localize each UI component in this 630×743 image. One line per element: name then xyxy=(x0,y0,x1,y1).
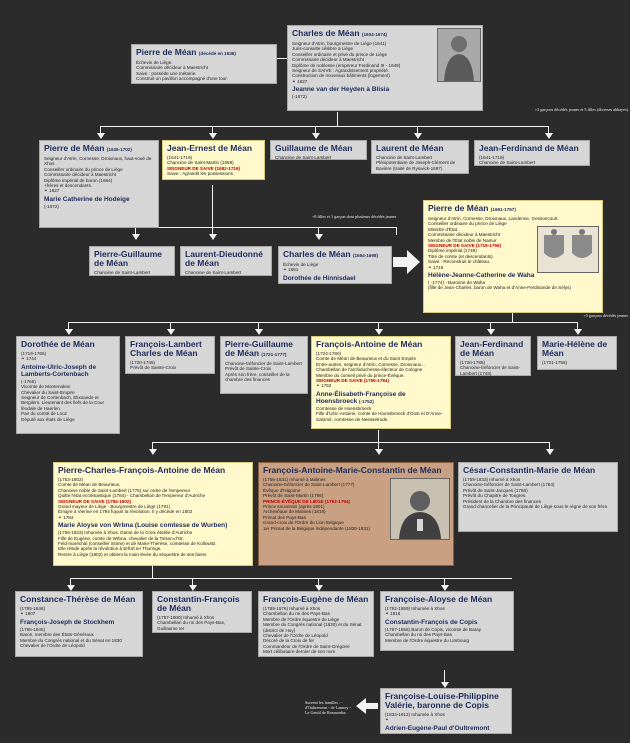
marriage-year: 1784 xyxy=(63,514,74,520)
person-name: Pierre de Méan xyxy=(428,203,489,213)
gen4-card xyxy=(125,336,215,374)
spouse-line: Membre du Congrès national et du Sénat en 1830 xyxy=(20,637,122,643)
person-line: Membre de l'Ordre équestre de Liège xyxy=(263,616,340,622)
person-dates: (1833-1912) Inhumée à Xhos xyxy=(385,712,445,717)
root-spouse: Jeanne van der Heyden à Blisia xyxy=(292,86,390,94)
person-dates: (1785-1846) xyxy=(20,606,46,611)
marriage-rings-icon: ⚭ xyxy=(58,514,62,520)
father-card xyxy=(131,44,277,84)
root-line: Conseiller ordinaire et privé du prince de Liège xyxy=(292,51,387,57)
person-name: Françoise-Aloyse de Méan xyxy=(385,594,493,604)
person-line: SEIGNEUR DE SAIVE (1756-1784) xyxy=(316,378,390,384)
person-line: Entre-autres, seigneur d'Atrin, Cornesse, Droixnaux... xyxy=(316,361,425,367)
person-name: Dorothée de Méan xyxy=(21,339,95,349)
person-dates: (1719-1766) xyxy=(21,351,47,356)
spouse-line: Fille de Eugène, comte de Wrbna, chevalier de la Toison-d'Or, xyxy=(58,535,184,541)
spouse-line: Rentre à Liège (1802) et obtient la main-levée du séquestre de ses biens xyxy=(58,551,207,557)
person-line xyxy=(21,356,115,361)
person-name: François-Antoine de Méan xyxy=(316,339,423,349)
person-line: SEIGNEUR DE SAIVE (1784-1802) xyxy=(58,498,132,504)
root-line: Commissaire décideur à Maestricht xyxy=(292,57,364,63)
person-line: Prévôt de Sainte-Croix xyxy=(130,365,177,371)
spouse-line: Feld-maréchal (conseiller intime) et de Marie-Thérèse, comtesse de Kollowitz. xyxy=(58,541,217,547)
father-name: Pierre de Méan xyxy=(136,47,197,57)
person-line: Échevin de Liège xyxy=(283,262,319,267)
marriage-year: 1807 xyxy=(25,611,36,617)
marriage-year: 1752 xyxy=(321,383,332,389)
marriage-rings-icon: ⚭ xyxy=(292,78,296,84)
spouse-name: Dorothée de Hinnisdael xyxy=(283,274,356,282)
person-line: Membre du Congrès national (1830) et du Sénat (district de Huy) xyxy=(263,622,362,633)
marriage-rings-icon: ⚭ xyxy=(283,267,287,273)
person-dates: (1691-1757) xyxy=(490,207,516,212)
spouse-name: Marie Catherine de Hodeige xyxy=(44,195,130,203)
person-line: Émigre à Vienne en 1794 fuyant la révolution. Il y décède en 1802 xyxy=(58,509,193,515)
person-line: Après son frère, conseiller de la chambre des finances xyxy=(225,371,290,383)
person-line: Chambellan du roi des Pays-Bas xyxy=(263,611,330,617)
person-name: Pierre de Méan xyxy=(44,143,105,153)
spouse-name: Marie Aloyse von Wrbna (Louise comtesse de Wurben) xyxy=(58,522,228,530)
person-line: Plénipotentiaire de Joseph-Clément de Bavière (traité de Ryswick-1697) xyxy=(376,160,456,171)
spouse-dates: (-1672) xyxy=(44,203,59,209)
gen4-card xyxy=(311,336,451,429)
person-line: Chanoine-tréfoncier de Saint-Lambert xyxy=(225,361,302,366)
person-line: Prévôt de Saint-Martin (1786) xyxy=(263,493,324,499)
person-line: +frères et descendants. xyxy=(44,183,93,189)
spouse-name: Anne-Élisabeth-Françoise de Hoensbroeck xyxy=(316,390,406,405)
person-line xyxy=(44,188,154,193)
spouse-line: Chambellan du roi des Pays-Bas xyxy=(385,632,452,638)
gen2-card xyxy=(270,140,367,160)
person-line: Chanoine-tréfoncier de Saint-Lambert (1784) xyxy=(463,482,555,488)
root-line: Diplôme de noblesse (empereur Ferdinand III - 1649) xyxy=(292,62,401,68)
gen3-card xyxy=(89,246,175,276)
root-line: Seigneur d'Atrin, bourgmestre de Liège (1641) xyxy=(292,41,387,46)
person-line: Archevêque de Malines (1816) xyxy=(263,509,326,515)
spouse-name: Hélène-Jeanne-Catherine de Waha xyxy=(428,272,535,280)
person-line: Prévôt de Sainte-Croix xyxy=(225,366,272,372)
person-dates: (1787-1800) Inhumé à Xhos xyxy=(157,615,215,620)
person-line: SEIGNEUR DE SAIVE (1719-1756) xyxy=(428,243,502,249)
father-line: Saive : possède une métairie. xyxy=(136,70,197,76)
person-line: Chanoine-tréfoncier de Saint-Lambert (1777) xyxy=(263,482,355,488)
person-dates: (1759-1833) Inhumé à Xhos xyxy=(463,477,521,482)
father-line: Commissaire décideur à Maestricht xyxy=(136,65,208,71)
person-line: Décoré de la Croix de fer xyxy=(263,638,315,644)
person-line: Conseiller ordinaire du prince de Liège xyxy=(428,221,507,227)
marriage-rings-icon: ⚭ xyxy=(44,188,48,194)
marriage-year: 1719 xyxy=(433,264,444,270)
marriage-year: 1627 xyxy=(49,188,60,194)
person-line xyxy=(316,383,446,388)
spouse-line: Vicomte de Montenaken xyxy=(21,384,71,390)
person-dates: (1792-1869) Inhumée à Xhos xyxy=(385,606,445,611)
person-line: Chanoine de Saint-Lambert xyxy=(376,155,433,160)
spouse-line: Chevalier de l'Ordre de Léopold xyxy=(20,643,85,649)
spouse-line: (1787-1858) Baron de Copis, vicomte de Baray xyxy=(385,626,482,632)
root-dates: (1604-1674) xyxy=(361,32,387,37)
note-gen4: +5 garçons décédés jeunes xyxy=(583,313,628,318)
person-line: Diplôme impérial de baron (1684) xyxy=(44,177,113,183)
person-line xyxy=(20,611,138,616)
person-dates: (1641-1719) xyxy=(167,155,193,160)
person-dates: (1636-1702) xyxy=(106,147,132,152)
person-line: Saive : Agrandit les possessions. xyxy=(167,171,235,177)
marriage-rings-icon: ⚭ xyxy=(21,356,25,362)
person-line: Titre de comte (et descendants) xyxy=(428,253,493,259)
spouse-line: Baron, membre des États-Généraux xyxy=(20,632,94,638)
person-line: SEIGNEUR DE SAIVE (1682-1719) xyxy=(167,165,241,171)
person-line: Chanoine de Saint-Lambert xyxy=(275,155,332,160)
person-line: Commissaire décideur à Maestricht xyxy=(44,172,116,178)
gen3-card xyxy=(180,246,272,276)
person-line: Prévôt de Saint-Jacques (1786) xyxy=(463,487,528,493)
person-line: Comte de Méan de Beaurieux. xyxy=(58,482,121,488)
note-gen3: +8 filles et 1 garçon dont plusieurs décédés jeunes xyxy=(312,214,397,219)
person-line: Chambellan de l'archiduchesse-électeur de Cologne xyxy=(316,367,423,373)
person-name: François-Eugène de Méan xyxy=(263,594,369,604)
spouse-name: Adrien-Eugène-Paul d'Oultremont xyxy=(385,724,490,732)
root-line: Seigneur de SAIVE : Agrandissement propriété. xyxy=(292,68,390,74)
person-dates: (1720-1745) xyxy=(130,360,156,365)
arrow-left-icon xyxy=(356,698,378,714)
person-line: Évêque d'Hippone xyxy=(263,487,301,493)
person-line: Grand chancelier de la Principauté de Liège sous le règne de son frère. xyxy=(463,504,609,510)
person-line: Ministre d'État. xyxy=(428,226,459,232)
person-name: Charles de Méan xyxy=(283,249,351,259)
person-line: Quitte l'état ecclésiastique (1784) - Chambellan de l'empereur d'Autriche xyxy=(58,493,206,499)
gen2-card xyxy=(371,140,469,174)
person-line: Mort célibataire dernier de son nom xyxy=(263,649,336,655)
note-families: Suivent les familles : - d'Oultremont - de Lannoy - Le Gentil de Rosmorduc xyxy=(305,700,351,715)
gen2-card xyxy=(474,140,590,166)
person-line: Chanoine de Saint-Lambert xyxy=(479,160,536,166)
portrait-prince-bishop xyxy=(390,478,450,540)
gen4-card xyxy=(455,336,531,376)
root-spouse-dates: (-1672) xyxy=(292,94,307,100)
person-name: Pierre-Charles-François-Antoine de Méan xyxy=(58,465,226,475)
arrow-right-icon xyxy=(393,250,421,274)
marriage-year: 1744 xyxy=(26,356,37,362)
gen4-card xyxy=(16,336,120,434)
person-line xyxy=(58,515,248,520)
spouse-name: Antoine-Ulric-Joseph de Lamberts-Cortenbach xyxy=(21,363,97,378)
marriage-rings-icon: ⚭ xyxy=(20,611,24,617)
person-line: Membre de l'État noble de Namur xyxy=(428,237,497,243)
person-line: Diplôme impérial (1749) xyxy=(428,248,477,254)
father-line: Échevin de Liège. xyxy=(136,60,173,65)
gen2-card xyxy=(162,140,265,180)
father-line: Construit un pavillon accompagné d'une tour. xyxy=(136,76,228,82)
spouse-line: Seigneur de Cortenbach, Elixnaede et Bergilers. Lieutenant des fiefs de la Cour féodale de Haerlen. xyxy=(21,395,104,411)
person-line: Seigneur d'Atrin, Cornesse, Droixnaux, Landenne, Gessoncourt. xyxy=(428,216,559,221)
spouse-name: Constantin-François de Copis xyxy=(385,618,478,626)
person-line: Chanoine de Saint-Lambert xyxy=(185,270,242,275)
person-line: PRINCE-ÉVÊQUE DE LIÈGE (1792-1794) xyxy=(263,498,351,504)
person-line: Conseiller ordinaire du prince de Liège xyxy=(44,166,123,172)
father-dates: (décédé en 1636) xyxy=(198,51,236,56)
spouse-line: Comtesse de Hoensbroeck xyxy=(316,405,372,411)
person-dates: (1756-1831) Inhumé à Malines xyxy=(263,477,326,482)
note-gen2: +3 garçons décédés jeunes et 5 filles (diverses abbayes) xyxy=(534,107,628,112)
person-line: Seigneur d'Atrin, Cornesse, Droixnaux, haut-voué de Xhos xyxy=(44,156,152,167)
person-line: Chanoine noble de Saint-Lambert (1775) sur ordre de l'empereur xyxy=(58,487,191,493)
person-line: 1er Primat de la Belgique indépendante (1830-1831) xyxy=(263,525,371,531)
root-name: Charles de Méan xyxy=(292,28,360,38)
person-name: Constantin-François de Méan xyxy=(157,594,240,613)
spouse-line: (-1766) xyxy=(21,378,36,384)
person-dates: (1789-1876) Inhumé à Xhos xyxy=(263,606,321,611)
marriage-rings-icon: ⚭ xyxy=(385,717,389,723)
marriage-year: 1651 xyxy=(288,267,299,273)
gen5-card xyxy=(458,462,618,532)
person-line xyxy=(385,611,509,616)
person-line: Chevalier de l'Ordre de Léopold xyxy=(263,633,328,639)
spouse-dates: (-1752) xyxy=(359,398,374,404)
gen7-card xyxy=(380,688,512,738)
marriage-rings-icon: ⚭ xyxy=(428,264,432,270)
person-line: Grand mayeur de Liège - Bourgmestre de Liège (1791) xyxy=(58,504,171,510)
marriage-rings-icon: ⚭ xyxy=(316,383,320,389)
spouse-line: Comte d'Oultremont de Duras xyxy=(385,732,446,738)
spouse-name: François-Joseph de Stockhem xyxy=(20,618,115,626)
person-name: Jean-Ferdinand de Méan xyxy=(479,143,579,153)
person-name: Marie-Hélène de Méan xyxy=(542,339,608,358)
person-line: Chambellan du roi des Pays-Bas, Guillaume Ier xyxy=(157,620,226,631)
person-line: Grand-croix de l'Ordre du Lion Belgique xyxy=(263,520,344,526)
gen2-card xyxy=(39,140,159,228)
person-dates: (1724-1780) xyxy=(316,351,342,356)
person-line: Président de la Chambre des finances xyxy=(463,498,541,504)
person-name: Pierre-Guillaume de Méan xyxy=(94,249,163,268)
marriage-year: 1816 xyxy=(390,611,401,617)
person-name: Guillaume de Méan xyxy=(275,143,353,153)
spouse-line: Député aux états de Liège xyxy=(21,416,75,422)
person-name: César-Constantin-Marie de Méan xyxy=(463,465,596,475)
spouse-line: (fille de Jean-Charles, baron de Waha et d'Anne-Ferdinande de Sélys) xyxy=(428,285,571,291)
person-dates: (1726-1785) xyxy=(460,360,486,365)
person-line: Prévôt du Chapitre de Tongres. xyxy=(463,493,527,499)
spouse-line: Elle réside après la révolution à Erfürt en Thuringe. xyxy=(58,546,162,552)
person-dates: (1731-1756) xyxy=(542,360,568,365)
spouse-line: Chevalier du Saint-Empire xyxy=(21,389,75,395)
person-name: Jean-Ernest de Méan xyxy=(167,143,253,153)
spouse-line: (1756-1833) Inhumée à Xhos. Dame de la Croix étoilée d'Autriche xyxy=(58,530,193,536)
spouse-line: Fille d'Ulric-Antoine, comte de Hoensbroeck d'Oost et D'Anne-Salomé, comtesse de Neesselrode. xyxy=(316,411,443,422)
spouse-line: ( -1774) - Baronne de Waha xyxy=(428,280,486,286)
person-dates: (1721-1777) xyxy=(261,352,287,357)
person-line: Primat des Pays-Bas xyxy=(263,514,306,520)
gen5-card xyxy=(53,462,253,566)
marriage-year: 1627 xyxy=(297,78,308,84)
person-name: Jean-Ferdinand de Méan xyxy=(460,339,524,358)
gen4-card xyxy=(537,336,617,370)
person-line: Membre du conseil privé du prince-Évêque. xyxy=(316,372,405,378)
person-name: Pierre-Guillaume de Méan xyxy=(225,339,294,358)
person-line: Chanoine de Saint-Martin (1658) xyxy=(167,160,234,166)
person-line: Chanoine-tréfoncier de Saint-Lambert (1748) xyxy=(460,365,521,376)
person-dates: (1753-1802) xyxy=(58,477,84,482)
root-line: Juris-consulte célèbre à Liège xyxy=(292,46,354,52)
person-dates: (1641-1719) xyxy=(479,155,505,160)
person-line: Comte de Méan de Beaurieux et du Saint Empire xyxy=(316,356,417,362)
person-line: Prince souverain (après 1801) xyxy=(263,504,325,510)
person-name: François-Antoine-Marie-Constantin de Méan xyxy=(263,465,442,475)
gen6-card xyxy=(152,591,252,633)
person-line: Saive : Reconstruit le château. xyxy=(428,259,491,265)
root-line: Construction de nouveaux bâtiments (logement) xyxy=(292,73,390,79)
gen4-card xyxy=(220,336,308,394)
person-name: François-Lambert Charles de Méan xyxy=(130,339,202,358)
coat-of-arms-icon xyxy=(537,226,599,273)
gen3-card xyxy=(278,246,392,284)
person-line: Chanoine de Saint-Lambert xyxy=(94,270,151,275)
person-dates: (1664-1698) xyxy=(352,253,378,258)
person-line: Commissaire décideur à Maestricht xyxy=(428,232,500,238)
marriage-rings-icon: ⚭ xyxy=(385,611,389,617)
person-name: Laurent-Dieudonné de Méan xyxy=(185,249,263,268)
gen6-card xyxy=(380,591,514,651)
person-name: Laurent de Méan xyxy=(376,143,444,153)
person-name: Constance-Thérèse de Méan xyxy=(20,594,136,604)
spouse-line: Pair du comté de Looz xyxy=(21,411,67,417)
spouse-line: Membre de l'Ordre équestre du Limbourg xyxy=(385,637,470,643)
gen6-card xyxy=(15,591,143,657)
person-line: Commandeur de l'Ordre de Saint-Grégoire xyxy=(263,643,350,649)
spouse-line: (1785-1845) xyxy=(20,626,46,632)
person-name: Françoise-Louise-Philippine Valérie, baronne de Copis xyxy=(385,691,499,710)
portrait-root xyxy=(437,28,481,82)
person-line xyxy=(283,267,387,272)
gen6-card xyxy=(258,591,374,657)
